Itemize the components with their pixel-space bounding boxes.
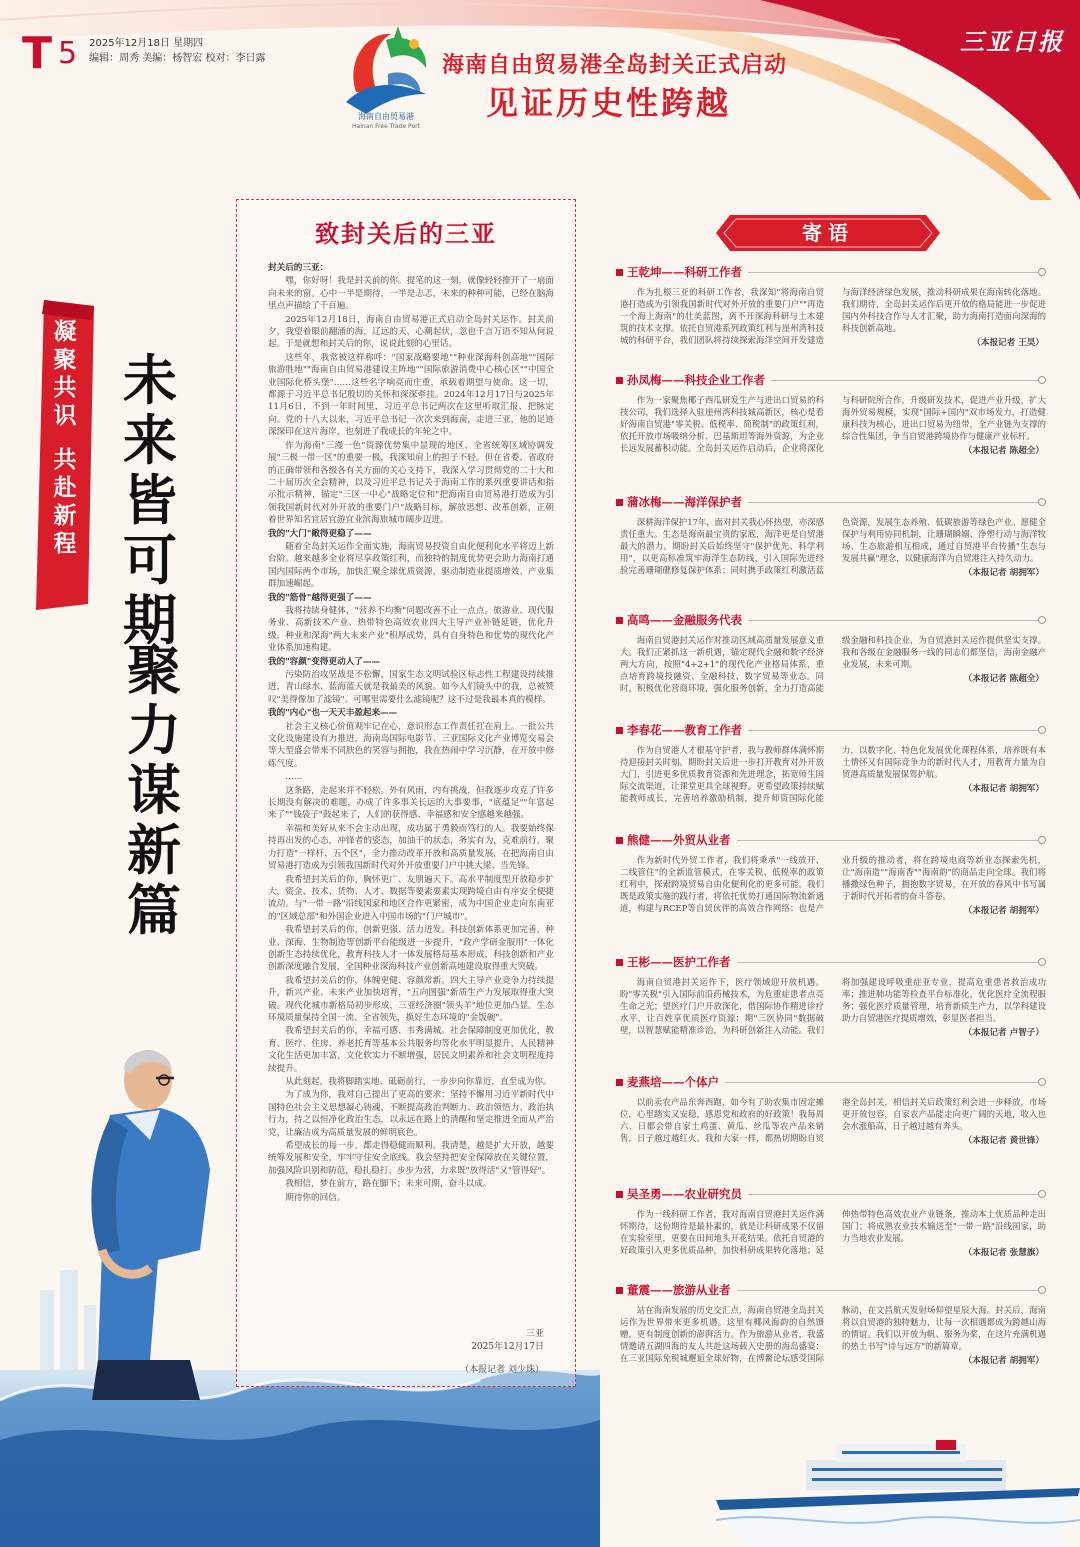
cruise-ship-illustration [716, 1440, 1080, 1547]
letter-paragraph: 我希望封关后的你，体魄更健、容颜常新。四大主导产业竞争力持续提升，新兴产业、未来产业加快培育，"五向图强"新质生产力发展取得重大突破。现代化城市新格局初步形成，三亚经济圈"领头羊"地位更加凸显。生态环境质量保持全国一流、全省领先，换好生态环境的"金饭碗"。 [268, 975, 554, 1023]
header-rule [748, 730, 1038, 731]
message-credit: （本报记者 黄世锋） [963, 1136, 1044, 1146]
message-header [616, 264, 1046, 280]
circle-end-icon [1038, 958, 1046, 966]
letter-paragraph: 社会主义核心价值观牢记在心，意识形态工作责任扛在肩上。一批公共文化设施建设有力推进，海南岛国际电影节、三亚国际文化产业博览交易会等大型盛会带来不同肤色的笑容与拥抱，我在热闹中学习沉静，在开放中修炼气度。 [268, 721, 554, 769]
header-rule [737, 962, 1039, 963]
circle-end-icon [1038, 1078, 1046, 1086]
message-author: 麦燕培——个体户 [627, 1075, 719, 1089]
letter-subhead: 我的"内心"也一天天丰盈起来—— [268, 708, 398, 719]
circle-end-icon [1038, 376, 1046, 384]
message-credit: （本报记者 陈超全） [963, 446, 1044, 456]
message-author: 李春花——教育工作者 [627, 723, 742, 737]
message-text: 作为扎根三亚的科研工作者，我深知"将海南自贸港打造成为引领我国新时代对外开放的重要门户""再造一个海上海南"的壮美蓝图，离不开深海科研与土木建筑的技术支撑。依托自贸港系列政策红利与崖州湾科技城的科研平台，我们团队将持续探索海洋空间开发建造与海洋经济绿色发展，推动科研成果在海南转化落地。我们期待，全岛封关运作后更开放的格局能进一步促进国内外科技合作与人才汇聚，助力海南打造面向深海的科技创新高地。 [620, 287, 1046, 345]
folio-meta [89, 36, 265, 66]
message-credit: （本报记者 卢智子） [963, 1028, 1044, 1038]
message-text: 作为一家聚焦椰子西瓜研发生产与进出口贸易的科技公司，我们选择入驻崖州湾科技城高新区，核心是看好海南自贸港"零关税、低税率、简税制"的政策红利，依托开放市场吸纳分析、巴基斯坦等海外资源，为企业长远发展蓄积动能。全岛封关运作启动后，企业将深化与科研院所合作，升级研发技术，促进产业升级，扩大海外贸易规模，实现"国际+国内"双市场发力，打造健康科技为核心，进出口贸易为纽带，全产业链为支撑的综合性集团，争当自贸港跨境协作与健康产业标杆。 [620, 395, 1046, 453]
editor-credits: 编辑：周秀 美编：杨智宏 校对：李日露 [89, 53, 266, 64]
header-rule [771, 380, 1038, 381]
message-item [616, 954, 1046, 1039]
letter-paragraph: 幸福和美好从来不会主动出现，成功属于勇毅而笃行的人。我要始终保持再出发的心态，冲锋者的姿态，加油干的状态，务实有为，克难前行，聚力打造"一样杆、五个区"，全力推动改革开放和高质量发展，在把海南自由贸易港打造成为引领我国新时代对外开放重要门户中挑大梁、当先锋。 [268, 823, 554, 872]
message-body [616, 286, 1046, 349]
message-text: 深耕海洋保护17年，面对封关我心怀热望，亦深感责任重大。生态是海南最宝贵的家底，海洋更是自贸港最大的潜力。期盼封关后始终坚守"保护优先、科学利用"，以更高标准筑牢海洋生态防线，引入国际先进经验完善珊瑚礁修复保护体系；同时携手政策红利激活蓝色资源，发展生态养殖、低碳旅游等绿色产业。愿健全保护与利用协同机制，让珊瑚瞬嫋、净塑行动与海洋牧场、生态旅游相互相成，通过自贸港平台传播"生态与发展共赢"理念，以健康海洋为自贸港注入持久动力。 [620, 517, 1046, 575]
letter-sign-city: 三亚 [525, 1329, 544, 1339]
message-body [616, 1096, 1046, 1147]
red-square-bullet-icon [616, 837, 623, 844]
message-body [616, 744, 1046, 804]
red-square-bullet-icon [616, 617, 623, 624]
folio-letter: T [22, 28, 53, 79]
message-text: 站在海南发展的历史交汇点，海南自贸港全岛封关运作为世界带来更多机遇。这里有椰风海韵的自然馈赠，更有制度创新的澎湃活力。作为旅游从业者，我盛情邀请五湖四海的友人共赴这场载入史册的海岛盛宴：在三亚国际免税城邂逅全球好物，在博鳌论坛感受国际脉动，在文昌航天发射场仰望星辰大海。封关后，海南将以自贸港的独特魅力，让每一次相遇都成为跨越山海的情谊。我们以开放为帆、服务为桨，在这片充满机遇的热土书写"诗与远方"的新篇章。 [620, 1305, 1046, 1363]
message-credit: （本报记者 陈超全） [963, 674, 1044, 684]
message-text: 作为一线科研工作者，我对海南自贸港封关运作满怀期待，这份期待是最朴素的，就是让科研成果不仅留在实验室里，更要在田间地头开花结果。依托自贸港的好政策引入更多优质品种，加快科研成果转化落地；延伸热带特色高效农业产业链条，推动本土优质品种走出国门；将成熟农业技术输送至"一带一路"沿线国家，助力当地农业发展。 [620, 1209, 1046, 1255]
message-body [616, 394, 1046, 457]
red-square-bullet-icon [616, 1079, 623, 1086]
letter-subhead: 我的"容颜"变得更动人了—— [268, 656, 381, 667]
circle-end-icon [1038, 616, 1046, 624]
red-square-bullet-icon [616, 377, 623, 384]
letter-paragraph: 我希望封关后的你，创新更强、活力迸发。科技创新体系更加完善，种业、深海、生物制造等创新平台能级进一步提升，"政产学研金服用"一体化创新生态持续优化，教育科技人才一体发展格局基本形成，科技创新和产业创新深度融合发展，全国种业深海科技产业创新高地建设取得重大突破。 [268, 925, 554, 973]
big-title-part-1: 未来皆可期 [123, 348, 177, 652]
logo-caption-en: Hainan Free Trade Port [352, 123, 420, 130]
logo-caption [330, 112, 442, 132]
message-header [616, 1074, 1046, 1090]
message-item [616, 1282, 1046, 1367]
header-headline: 见证历史性跨越 [486, 84, 732, 122]
red-square-bullet-icon [616, 727, 623, 734]
circle-end-icon [1038, 1190, 1046, 1198]
message-header [616, 612, 1046, 628]
letter-paragraph: 为了成为你，我对自己提出了更高的要求：坚持不懈用习近平新时代中国特色社会主义思想凝心铸魂，不断提高政治判断力、政治领悟力、政治执行力，持之以恒净化政治生态，以永远在路上的清醒和坚定推进全面从严治党，让廉洁成为高质量发展的鲜明底色。 [268, 1090, 554, 1138]
message-header [616, 1186, 1046, 1202]
message-header [616, 832, 1046, 848]
red-square-bullet-icon [616, 959, 623, 966]
letter-subhead: 我的"大门"敞得更稳了—— [268, 528, 372, 539]
folio-number: 5 [58, 36, 78, 71]
letter-paragraph: 嘿，你好呀！我是封关前的你。提笔的这一刻，就像轻轻推开了一扇面向未来的窗。心中一半是期待，一半是忐忑，未来的种种可能，已经在脑海里点声描绘了千百遍。 [268, 276, 554, 312]
vertical-ribbon-text [36, 318, 94, 558]
letter-paragraph: 我相信，梦在前方，路在脚下；未来可期，奋斗以成。 [285, 1179, 492, 1190]
message-item [616, 494, 1046, 579]
letter-paragraph: 我希望封关后的你，幸福可感、韦秀满城。社会保障制度更加优化，教育、医疗、住房、养老托育等基本公共服务均等化水平明显提升，人民精神文化生活更加丰富，文化软实力不断增强，居民文明素养和社会文明程度持续提升。 [268, 1026, 554, 1074]
message-text: 海南自贸港封关运作对推动区域高质量发展意义重大。我们正紧抓这一新机遇，锚定现代全融和数字经济两大方向，按照"4+2+1"的现代化产业格局体系，重点培育跨境投融资、全融科技、数字贸易等业态。同时，积极优化营商环境，强化服务创新，全力打造高能级金融和科技企业，为自贸港封关运作提供坚实支撑。我和各级在金融服务一线的同志们都坚信，海南金融产业发展，未来可期。 [620, 635, 1046, 693]
message-author: 熊健——外贸从业者 [627, 833, 731, 847]
letter-paragraph: 污染防治攻坚战是不松懈，国家生态文明试验区标志性工程建设持续推进，青山绿水、蓝海蓝天就是我最美的风貌。如今人们镜头中的我，总被赞叹"美得像加了滤镜"。可哪里需要什么滤镜呢？这不过是我最本真的模样。 [268, 670, 554, 705]
message-text: 作为新时代外贸工作者，我们将秉承"一线放开、二线管住"的全新监管模式，在零关税、低税率的政策红利中，探索跨境贸易自由化便利化的更多可能。我们既是政策实施的践行者，将依托优势打通国际物流新通道，构建与RCEP等自贸伙伴的高效合作网络；也是产业升级的推动者，将在跨境电商等新业态探索先机，让"海南造""海南香""海南韵"的商品走向全球。我们将播撒绿色种子，拥抱数字贸易，在开放的春风中书写属于新时代开拓者的奋斗答卷。 [620, 855, 1046, 913]
message-item [616, 612, 1046, 694]
message-item [616, 722, 1046, 804]
letter-salutation: 封关后的三亚： [268, 263, 329, 273]
header-rule [737, 840, 1039, 841]
letter-title: 致封关后的三亚 [315, 219, 497, 248]
message-body [616, 1208, 1046, 1259]
message-header [616, 1282, 1046, 1298]
red-square-bullet-icon [616, 1287, 623, 1294]
message-author: 蒲冰梅——海洋保护者 [627, 495, 742, 509]
message-credit: （本报记者 胡拥军） [963, 568, 1044, 578]
message-text: 作为自贸港人才根基守护者，我与教师群体满怀期待迎接封关时刻。期盼封关后进一步打开教育对外开放大门，引进更多优质教育资源和先进理念，拓宽师生国际交流渠道，让课堂更具全球视野。更希望政策持续赋能教师成长，完善培养激励机制，提升师资国际化能力，以数字化、特色化发展优化课程体系，培养既有本土情怀又有国际竞争力的新时代人才，用教育力量为自贸港高质量发展保驾护航。 [620, 745, 1046, 803]
newspaper-masthead: 三亚日报 [960, 27, 1064, 56]
message-header [616, 372, 1046, 388]
red-square-bullet-icon [616, 499, 623, 506]
jiyu-title: 寄语 [802, 221, 854, 245]
message-author: 王彬——医护工作者 [627, 955, 731, 969]
header-rule [725, 1082, 1038, 1083]
message-header [616, 954, 1046, 970]
page-folio [22, 28, 266, 79]
message-text: 海南自贸港封关运作下，医疗领域迎开放机遇。盼"零关税"引入国际前沿药械技术，为危重症患者点亮生命之光；望医疗门户开放深化，借国际协作精进诊疗水平，让百姓享优质医疗资源；期"三医协同"数据破壁，以智慧赋能精准诊治，为科研创新注入动能。我们将加强建设呼吸重症亚专业，提高危重患者救治成功率；推进肺功能等检查平台标准化，优化医疗全流程服务；强化医疗质量管理，培育新质生产力，以学科建设助力自贸港医疗提质增效，彰显医者担当。 [620, 977, 1046, 1035]
letter-paragraph: 期待你的回信。 [285, 1192, 346, 1203]
message-author: 董震——旅游从业者 [627, 1283, 731, 1297]
circle-end-icon [1038, 1286, 1046, 1294]
circle-end-icon [1038, 836, 1046, 844]
message-item [616, 264, 1046, 349]
big-title-part-2: 聚力谋新篇 [127, 638, 181, 942]
letter-paragraph: 这条路，走起来并不轻松。外有风雨，内有挑战，但我逐步攻克了许多长期没有解决的难题，办成了许多事关长远的大事要事，"底蕴足""年富起来了""钱袋子"鼓起来了，人们的获得感、幸福感和安全感越来越强。 [268, 785, 554, 821]
message-credit: （本报记者 胡拥军） [963, 1356, 1044, 1366]
message-author: 高鸣——金融服务代表 [627, 613, 742, 627]
red-square-bullet-icon [616, 269, 623, 276]
letter-paragraph: 我将持续身健体，"营养不均衡"问题改善不止一点点。旅游业、现代服务业、高新技术产业、热带特色高效农业四大主导产业补链延链，优化升级，种业和深海"两大未来产业"积厚成势，具有自身特色和优势的现代化产业体系加速构建。 [268, 605, 554, 654]
letter-sign-date: 2025年12月17日 [471, 1342, 544, 1352]
message-credit: （本报记者 张慧旗） [963, 1248, 1044, 1258]
header-kicker: 海南自由贸易港全岛封关正式启动 [442, 52, 788, 78]
header-rule [748, 1194, 1038, 1195]
letter-reporter-credit: （本报记者 刘少珠） [460, 1365, 544, 1375]
letter-paragraph: 作为海南"三漫一色"资源优势集中显现的地区、全省统筹区域协调发展"三极一带一区"的重要一极，我深知肩上的担子不轻。但在省委、省政府的正确带领和各级各有关方面的关心支持下，我深入学习贯彻党的二十大和二十届历次全会精神，以及习近平总书记关于海南工作的系列重要讲话和指示批示精神，锚定"三区一中心"战略定位和"把海南自由贸易港打造成为引领我国新时代对外开放的重要门户"战略目标，解放思想、改革创新，正朝着世界知名宜居宜游宜业滨海旅城市阔步迈进。 [268, 440, 554, 526]
message-credit: （本报记者 王昊） [972, 338, 1044, 348]
circle-end-icon [1038, 498, 1046, 506]
header-rule [748, 502, 1038, 503]
message-credit: （本报记者 胡拥军） [963, 906, 1044, 916]
circle-end-icon [1038, 268, 1046, 276]
message-text: 以前卖农产品东奔西跑，如今有了助农集市固定摊位，心里踏实又安稳，感恩党和政府的好政策！我每周六、日都会带自家土鸡蛋、黄瓜、丝瓜等农产品来销售，日子越过越红火。我和大家一样，都热切期盼自贸港全岛封关，相信封关后政策红利会进一步释放，市场更开放包容，自家农产品能走向更广阔的天地，收入也会水涨船高，日子越过越有奔头。 [620, 1097, 1046, 1143]
message-body [616, 854, 1046, 917]
letter-paragraph: 希望成长的每一步，都走得稳健而顺利。我清楚，越是扩大开放，越要统筹发展和安全，牢牢守住安全底线。我会坚持把安全保障放在关键位置，加强风险识别和防范，稳扎稳打、步步为营，力求既"放得活"又"管得好"。 [268, 1141, 554, 1176]
message-header [616, 494, 1046, 510]
circle-end-icon [1038, 726, 1046, 734]
letter-paragraph: 从此刻起，我将脚踏实地、砥砺前行，一步步向你靠近，直至成为你。 [285, 1077, 552, 1087]
header-rule [748, 620, 1038, 621]
message-header [616, 722, 1046, 738]
message-item [616, 1074, 1046, 1147]
message-body [616, 516, 1046, 579]
header-rule [737, 1290, 1039, 1291]
message-body [616, 634, 1046, 694]
message-author: 吴圣勇——农业研究员 [627, 1187, 742, 1201]
issue-date: 2025年12月18日 星期四 [89, 38, 204, 49]
letter-body [268, 262, 554, 1205]
letter-paragraph: 这些年，我常被这样称呼："国家战略要地""种业深海科创高地""国际旅游胜地""海南自由贸易港建设主阵地""国际旅游消费中心核心区""中国全业国际化桥头堡"……这些名字响亮而庄重，承载着期望与使命。这一切，都源于习近平总书记殷切的关怀和深深牵挂。2024年12月17日与2025年11月6日，不到一年时间里，习近平总书记两次在这里听取汇报、把脉定向。党的十八大以来，习近平总书记一次次来到海南，走进三亚，他的足迹深深印在这片海岸，也刻进了我成长的年轮之中。 [268, 352, 554, 438]
letter-paragraph: 随着全岛封关运作全面实施，海南贸易投资自由化便利化水平将迈上新台阶。越来越多全业将尽享政策红利，而独特的制度优势更会助力海南打通国内国际两个市场，加快汇聚全球优质资源，驱动制造业提质增效、产业集群加速崛起。 [268, 541, 554, 590]
hainan-ftp-logo-icon [336, 22, 436, 126]
letter-paragraph: 我希望封关后的你，胸怀更广、友朋遍天下。高水平制度型开放稳步扩大，资金、技术、货物、人才、数据等要素要素实现跨境自由有序安全便捷流动。与"一带一路"沿线国家和地区合作更紧密，成为中国企业走向东南亚的"区域总部"和外国企业进入中国市场的"门户城市"。 [268, 874, 554, 922]
ribbon-line-1: 凝聚共识 [53, 318, 77, 429]
letter-paragraph: 2025年12月18日，海南自由贸易港正式启动全岛封关运作。封关前夕，我望着眼前翻涌的海，辽远的天，心潮起伏，忽也千言万语不知从何说起。于是就想和封关后的你，说说此刻的心里话。 [268, 314, 554, 350]
header-rule [748, 272, 1038, 273]
ribbon-line-2: 共赴新程 [53, 446, 77, 557]
logo-caption-cn: 海南自由贸易港 [358, 112, 414, 121]
red-square-bullet-icon [616, 1191, 623, 1198]
message-item [616, 832, 1046, 917]
message-author: 王乾坤——科研工作者 [627, 265, 742, 279]
message-credit: （本报记者 胡拥军） [963, 784, 1044, 794]
man-looking-at-sea-illustration [40, 1000, 240, 1400]
letter-signature [440, 1328, 544, 1354]
message-author: 孙凤梅——科技企业工作者 [627, 373, 765, 387]
message-item [616, 372, 1046, 457]
message-item [616, 1186, 1046, 1259]
message-body [616, 1304, 1046, 1367]
letter-ellipsis: …… [285, 772, 303, 783]
letter-subhead: 我的"筋骨"越得更强了—— [268, 592, 372, 603]
message-body [616, 976, 1046, 1039]
